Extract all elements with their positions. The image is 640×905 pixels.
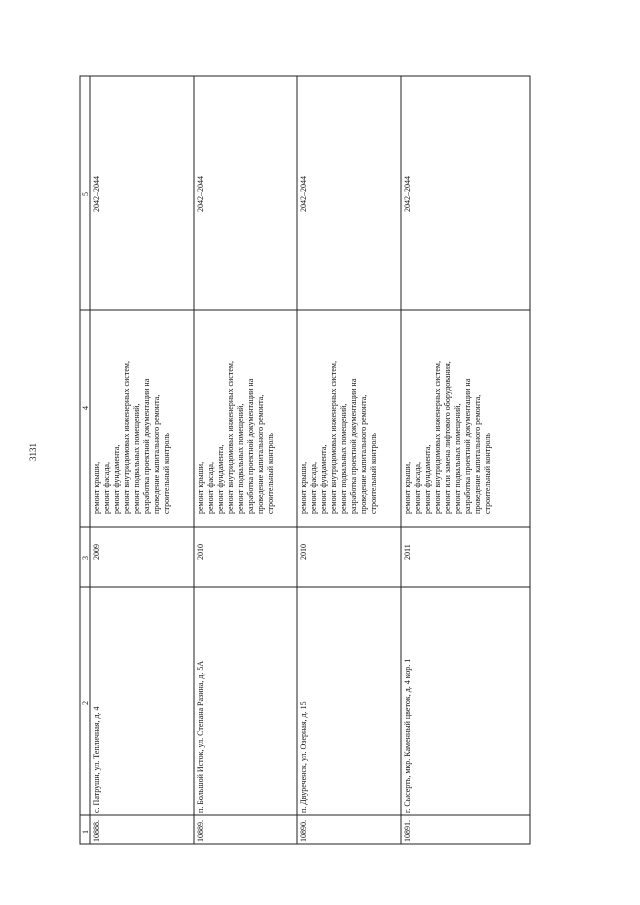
header-col-4: 4 [81, 406, 90, 410]
list-item: ремонт фундамента, [216, 444, 225, 514]
page-number: 3131 [28, 443, 38, 461]
row-period: 2042–2044 [403, 176, 412, 212]
list-item: ремонт крыши, [92, 461, 101, 514]
list-item: ремонт фасада, [206, 462, 215, 514]
list-item: разработка проектной документации на [463, 378, 472, 514]
list-item: проведение капитального ремонта, [256, 394, 265, 514]
list-item: проведение капитального ремонта, [359, 394, 368, 514]
list-item: ремонт внутридомовых инженерных систем, [433, 361, 442, 514]
row-year: 2010 [196, 544, 205, 560]
row-works [196, 361, 276, 514]
list-item: ремонт фасада, [102, 462, 111, 514]
list-item: ремонт фасада, [309, 462, 318, 514]
row-period: 2042–2044 [92, 176, 101, 212]
list-item: проведение капитального ремонта, [152, 394, 161, 514]
row-period: 2042–2044 [196, 176, 205, 212]
row-address: г. Сысерть, мкр. Каменный цветок, д. 4 кор. 1 [403, 658, 412, 813]
list-item: разработка проектной документации на [349, 378, 358, 514]
list-item: строительный контроль [483, 433, 492, 514]
row-works [92, 361, 172, 514]
list-item: ремонт крыши, [403, 461, 412, 514]
row-year: 2010 [299, 544, 308, 560]
list-item: строительный контроль [266, 433, 275, 514]
list-item: ремонт фундамента, [423, 444, 432, 514]
list-item: разработка проектной документации на [246, 378, 255, 514]
row-year: 2009 [92, 544, 101, 560]
row-id: 10888. [92, 820, 101, 842]
list-item: ремонт крыши, [299, 461, 308, 514]
header-col-5: 5 [81, 192, 90, 196]
list-item: ремонт подвальных помещений, [132, 403, 141, 514]
row-id: 10889. [196, 820, 205, 842]
list-item: ремонт крыши, [196, 461, 205, 514]
list-item: строительный контроль [162, 433, 171, 514]
list-item: ремонт или замена лифтового оборудования, [443, 361, 452, 514]
row-works [403, 361, 493, 514]
list-item: ремонт подвальных помещений, [453, 403, 462, 514]
list-item: строительный контроль [369, 433, 378, 514]
row-works [299, 361, 379, 514]
row-period: 2042–2044 [299, 176, 308, 212]
header-col-2: 2 [81, 701, 90, 705]
row-address: п. Большой Исток, ул. Степана Разина, д. 5А [196, 660, 205, 813]
row-year: 2011 [403, 544, 412, 560]
list-item: разработка проектной документации на [142, 378, 151, 514]
list-item: ремонт подвальных помещений, [339, 403, 348, 514]
header-col-1: 1 [81, 830, 90, 834]
row-address: с. Патрушн, ул. Тепличная, д. 4 [92, 706, 101, 813]
list-item: проведение капитального ремонта, [473, 394, 482, 514]
row-id: 10891. [403, 820, 412, 842]
list-item: ремонт фасада, [413, 462, 422, 514]
list-item: ремонт внутридомовых инженерных систем, [329, 361, 338, 514]
list-item: ремонт подвальных помещений, [236, 403, 245, 514]
list-item: ремонт внутридомовых инженерных систем, [122, 361, 131, 514]
header-col-3: 3 [81, 556, 90, 560]
list-item: ремонт внутридомовых инженерных систем, [226, 361, 235, 514]
list-item: ремонт фундамента, [112, 444, 121, 514]
row-address: п. Двуреченск, ул. Озерная, д. 15 [299, 701, 308, 813]
row-id: 10890. [299, 820, 308, 842]
list-item: ремонт фундамента, [319, 444, 328, 514]
